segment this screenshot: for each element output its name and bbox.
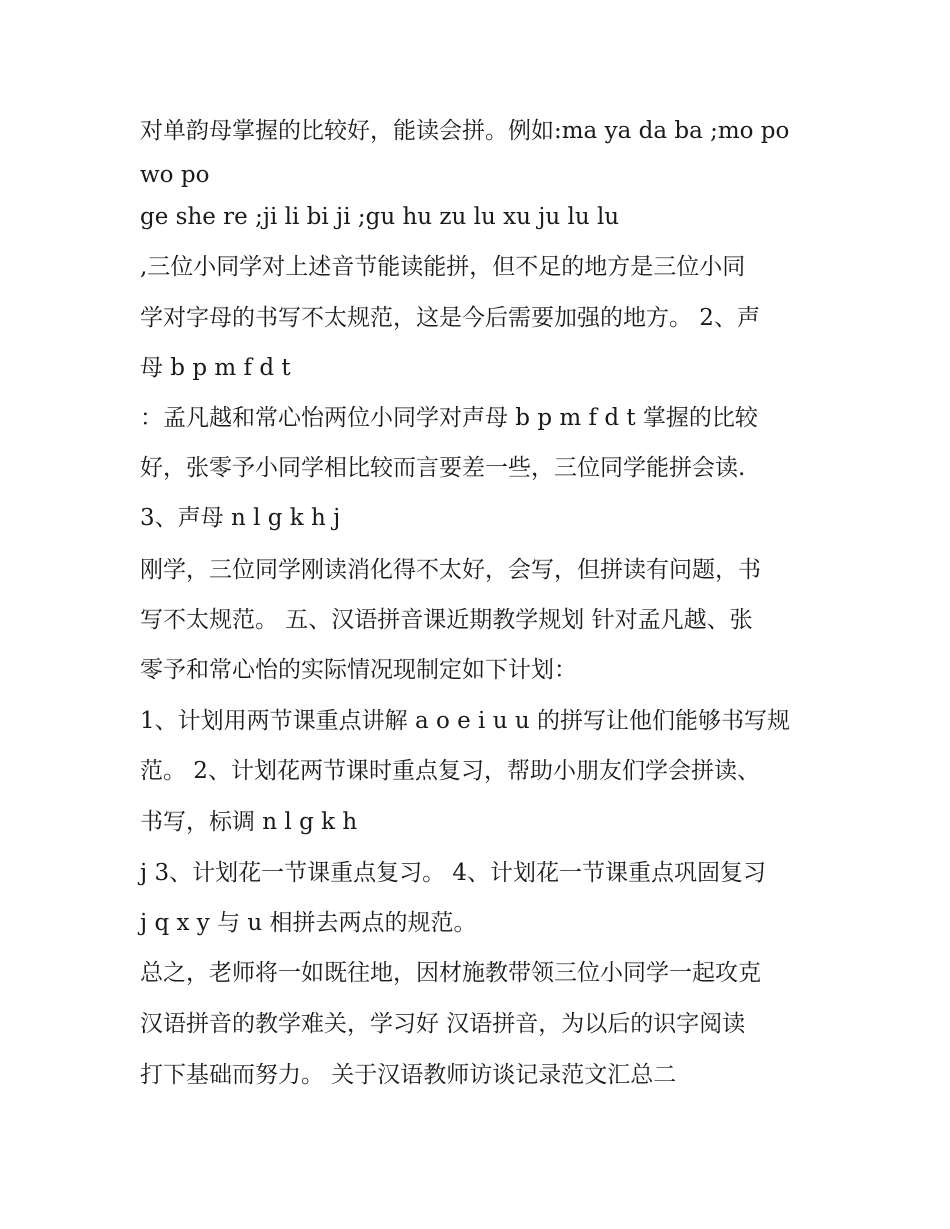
text-line: wo po xyxy=(140,162,210,188)
text-line: 书写，标调 n l g k h xyxy=(140,809,358,835)
text-line: j 3、计划花一节课重点复习。 4、计划花一节课重点巩固复习 xyxy=(140,860,767,886)
text-line: 好，张零予小同学相比较而言要差一些，三位同学能拼会读. xyxy=(140,455,746,481)
text-line: 范。 2、计划花两节课时重点复习，帮助小朋友们学会拼读、 xyxy=(140,758,760,784)
text-line: 3、声母 n l g k h j xyxy=(140,505,341,531)
text-line: 1、计划用两节课重点讲解 a o e i u u 的拼写让他们能够书写规 xyxy=(140,708,790,734)
text-line: j q x y 与 u 相拼去两点的规范。 xyxy=(140,910,477,936)
text-line: 零予和常心怡的实际情况现制定如下计划： xyxy=(140,657,577,683)
text-line: 刚学，三位同学刚读消化得不太好，会写，但拼读有问题，书 xyxy=(140,557,761,583)
text-line: 总之，老师将一如既往地，因材施教带领三位小同学一起攻克 xyxy=(140,960,761,986)
text-line: 打下基础而努力。 关于汉语教师访谈记录范文汇总二 xyxy=(140,1062,677,1088)
text-line: 对单韵母掌握的比较好，能读会拼。例如:ma ya da ba ;mo po xyxy=(140,118,790,144)
text-line: 写不太规范。 五、汉语拼音课近期教学规划 针对孟凡越、张 xyxy=(140,607,753,633)
text-line: 汉语拼音的教学难关，学习好 汉语拼音，为以后的识字阅读 xyxy=(140,1011,746,1037)
text-line: 学对字母的书写不太规范，这是今后需要加强的地方。 2、声 xyxy=(140,305,760,331)
text-line: ge she re ;ji li bi ji ;gu hu zu lu xu ju lu lu xyxy=(140,204,620,230)
text-line: ,三位小同学对上述音节能读能拼，但不足的地方是三位小同 xyxy=(140,254,746,280)
text-line: ：孟凡越和常心怡两位小同学对声母 b p m f d t 掌握的比较 xyxy=(140,405,758,431)
text-line: 母 b p m f d t xyxy=(140,355,291,381)
